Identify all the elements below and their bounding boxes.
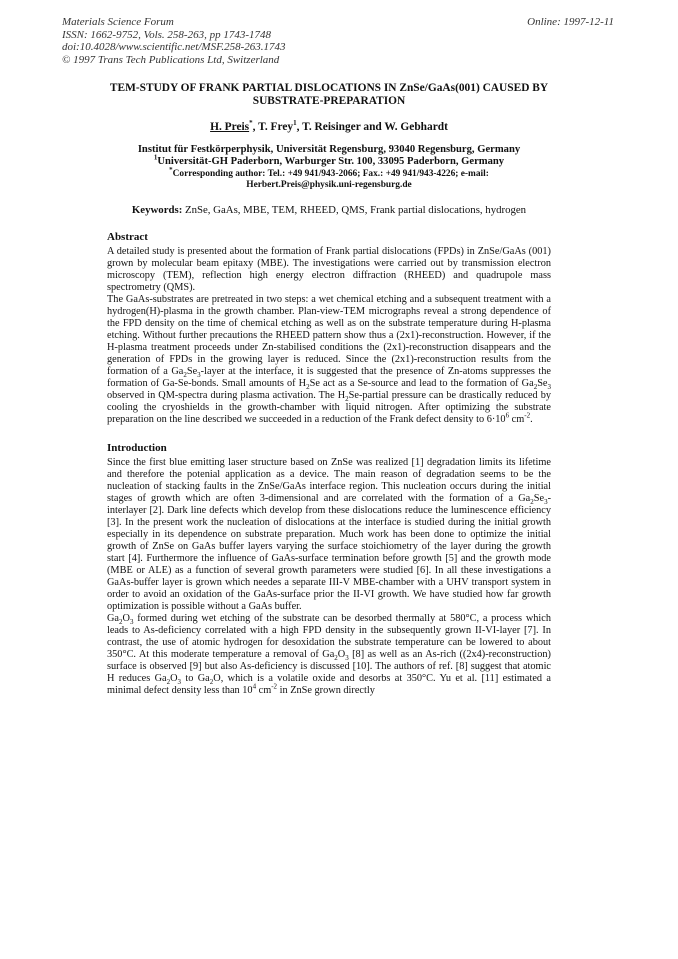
text-run: observed in QM-spectra during plasma activation. The H <box>107 390 346 402</box>
text-run: Se-partial pressure can be drastically reduced by cooling the cryoshields in the growth-chamber with liquid nitrogen. After optimizing the substrate preparation on the line described we succeeded in a reduction of the Frank defect density to 6·10 <box>107 390 552 426</box>
keywords-text: ZnSe, GaAs, MBE, TEM, RHEED, QMS, Frank partial dislocations, hydrogen <box>182 203 527 216</box>
introduction-paragraph-1 <box>107 457 551 614</box>
abstract-paragraph-2 <box>107 294 551 427</box>
text-run: Se <box>186 366 198 378</box>
online-date: Online: 1997-12-11 <box>527 16 614 28</box>
text-run: Se <box>537 378 548 390</box>
copyright-line: © 1997 Trans Tech Publications Ltd, Switzerland <box>62 53 280 66</box>
article-body <box>107 82 551 697</box>
author-email[interactable]: Herbert.Preis@physik.uni-regensburg.de <box>246 179 412 190</box>
text-run: 3 <box>345 654 349 663</box>
text-run: in ZnSe grown directly <box>277 685 375 697</box>
journal-name: Materials Science Forum <box>62 16 174 28</box>
affiliation-mark: 1 <box>153 153 158 162</box>
text-run: -2 <box>271 682 278 691</box>
other-authors: , T. Reisinger and W. Gebhardt <box>296 121 448 133</box>
text-run: 3 <box>129 618 134 627</box>
text-run: O, which is a volatile oxide and desorbs at 350°C. Yu et al. [11] estimated a minimal defect density less than 10 <box>107 673 551 697</box>
paper-title: TEM-STUDY OF FRANK PARTIAL DISLOCATIONS IN ZnSe/GaAs(001) CAUSED BY SUBSTRATE-PREPARATION <box>109 82 549 107</box>
text-run: 2 <box>334 654 338 663</box>
keywords-label: Keywords: <box>131 203 183 216</box>
affiliations <box>107 144 551 191</box>
text-run: formed during wet etching of the substrate can be desorbed thermally at 580°C, a process which leads to As-deficiency correlated with a high FPD density in the subsequently grown II-VI-layer [7]. In contrast, the use of atomic hydrogen for desoxidation the substrate temperature can be lowered to about 350°C. At this moderate temperature a removal of Ga <box>107 613 551 661</box>
text-run: 2 <box>209 678 214 687</box>
text-run: O <box>170 673 178 685</box>
text-run: . <box>530 414 533 426</box>
text-run: 3 <box>197 371 201 380</box>
text-run: to Ga <box>181 673 210 685</box>
second-author-mark: 1 <box>293 119 297 128</box>
keywords <box>107 204 551 216</box>
text-run: 3 <box>547 383 551 392</box>
text-run: 3 <box>544 497 548 506</box>
text-run: 3 <box>177 678 182 687</box>
text-run: 2 <box>530 497 534 506</box>
text-run: O <box>337 649 346 661</box>
journal-header <box>62 16 286 66</box>
issn-line: ISSN: 1662-9752, Vols. 258-263, pp 1743-1748 <box>62 28 271 41</box>
text-run: 2 <box>306 383 310 392</box>
introduction-heading: Introduction <box>107 441 167 454</box>
text-run: 6 <box>505 412 510 421</box>
text-run: -interlayer [2]. Dark line defects which develop from these dislocations reduce the luminescence efficiency [3]. In the present work the nucleation of dislocations at the interface is studied during the initial growth especially in its dependence on substrate preparation. Much work has been done to optimize the initial growth of ZnSe on GaAs buffer layers varying the surface stoichiometry of the layer during the growth start [4]. Furthermore the influence of GaAs-surface termination before growth [5] and the growth mode (MBE or ALE) as a function of several growth parameters were studied [6]. In all these investigations a GaAs-buffer layer is grown which needes a separate III-V MBE-chamber with a UHV transport system in order to avoid an oxidation of the GaAs-surface prior the II-VI growth. We have studied how far growth optimization is possible without a GaAs buffer. <box>107 492 551 613</box>
text-run: [8] as well as an As-rich ((2x4)-reconstruction) surface is observed [9] but also As-deficiency is discussed [10]. The authors of ref. [8] suggest that atomic H reduces Ga <box>107 649 551 685</box>
abstract-paragraph-1: A detailed study is presented about the formation of Frank partial dislocations (FPDs) in ZnSe/GaAs (001) grown by molecular beam epitaxy (MBE). The investigations were carried out by transmission electron microscopy (TEM), reflection high energy electron diffraction (RHEED) and quadrupole mass spectrometry (QMS). <box>107 245 551 293</box>
text-run: cm <box>256 685 272 697</box>
text-run: 2 <box>119 618 123 627</box>
text-run: The GaAs-substrates are pretreated in two steps: a wet chemical etching and a subsequent treatment with a hydrogen(H)-plasma in the growth chamber. Plan-view-TEM micrographs reveal a strong dependence of the FPD density on the time of chemical etching as well as on the substrate temperature during H-plasma etching. Without further precautions the RHEED pattern show thus a (2x1)-reconstruction. However, if the H-plasma treatment proceeds under Zn-stabilised conditions the (2x1)-reconstruction disappears and the generation of FPDs in the growing layer is reduced. Since the (2x1)-reconstruction results from the formation of a Ga <box>107 294 551 378</box>
affiliation-paderborn <box>107 153 551 168</box>
text-run: Universität-GH Paderborn, Warburger Str. 100, 33095 Paderborn, Germany <box>157 156 505 168</box>
text-run: Corresponding author: Tel.: +49 941/943-2066; Fax.: +49 941/943-4226; e-mail: <box>172 168 489 179</box>
corresponding-author <box>107 165 551 180</box>
text-run: O <box>122 613 130 625</box>
text-run: Se <box>533 492 545 504</box>
text-run: -layer at the interface, it is suggested that the presence of Zn-atoms suppresses the formation of Ga-Se-bonds. Small amounts of H <box>107 366 551 390</box>
doi-link[interactable]: doi:10.4028/www.scientific.net/MSF.258-263.1743 <box>62 41 286 53</box>
introduction-paragraph-2 <box>107 613 551 697</box>
author-list <box>107 121 551 133</box>
abstract-heading: Abstract <box>107 230 148 243</box>
text-run: -2 <box>524 412 531 421</box>
affiliation-regensburg: Institut für Festkörperphysik, Universität Regensburg, 93040 Regensburg, Germany <box>137 144 521 155</box>
lead-author-mark: * <box>249 119 253 128</box>
text-run: 2 <box>183 371 187 380</box>
corresponding-mark: * <box>169 165 173 174</box>
text-run: 2 <box>533 383 538 392</box>
text-run: 4 <box>252 682 257 691</box>
text-run: Since the first blue emitting laser structure based on ZnSe was realized [1] degradation limits its lifetime and therefore the potenial application as a device. The main reason of degradation seems to be the nucleation of stacking faults in the ZnSe/GaAs interface region. This nucleation occurs during the initial stages of growth which are often 3-dimensional and are correlated with the formation of a Ga <box>107 456 551 504</box>
text-run: Ga <box>107 613 120 625</box>
text-run: Se act as a Se-source and lead to the formation of Ga <box>309 378 534 390</box>
text-run: 2 <box>166 678 171 687</box>
lead-author: H. Preis <box>210 121 250 133</box>
second-author: , T. Frey <box>252 121 294 133</box>
text-run: 2 <box>345 395 349 404</box>
text-run: cm <box>509 414 525 426</box>
